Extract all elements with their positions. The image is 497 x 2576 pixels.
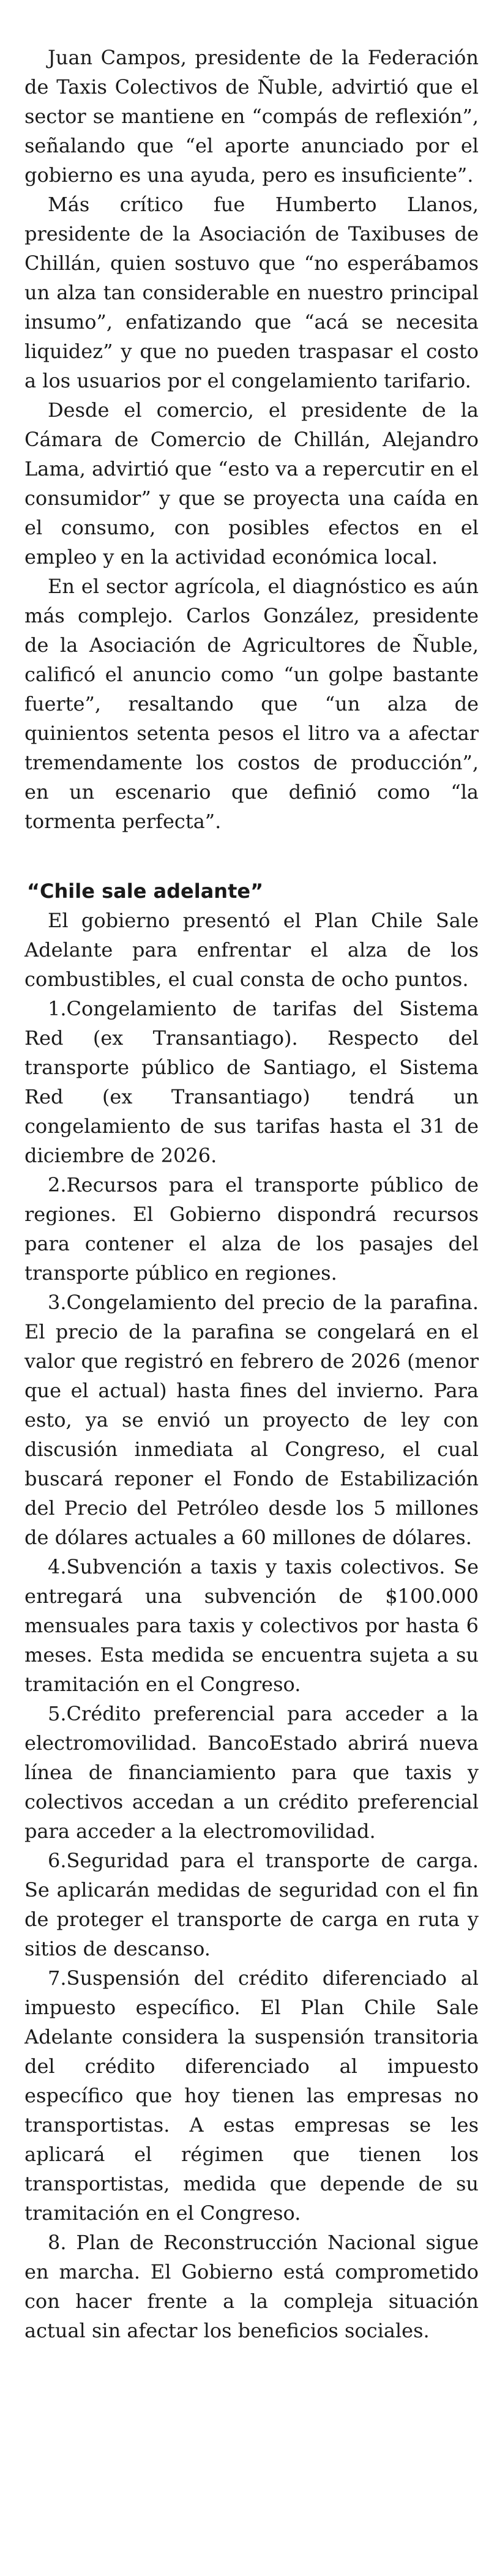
plan-intro-paragraph: El gobierno presentó el Plan Chile Sale Adelante para enfrentar el alza de los combustibles, el cual consta de ocho puntos. (24, 909, 479, 991)
plan-item-7: 7.Suspensión del crédito diferenciado al impuesto específico. El Plan Chile Sale Adelante considera la suspensión transitoria del crédito diferenciado al impuesto específico que hoy tienen las empresas no transportistas. A estas empresas se les aplicará el régimen que tienen los transportistas, medida que depende de su tramitación en el Congreso. (24, 1966, 479, 2225)
intro-paragraph-agricola: En el sector agrícola, el diagnóstico es aún más complejo. Carlos González, presidente de la Asociación de Agricultores de Ñuble, calificó el anuncio como “un golpe bastante fuerte”, resaltando que “un alza de quinientos setenta pesos el litro va a afectar tremendamente los costos de producción”, en un escenario que definió como “la tormenta perfecta”. (24, 575, 479, 833)
plan-item-4: 4.Subvención a taxis y taxis colectivos. Se entregará una subvención de $100.000 mensuales para taxis y colectivos por hasta 6 meses. Esta medida se encuentra sujeta a su tramitación en el Congreso. (24, 1555, 479, 1696)
plan-item-1: 1.Congelamiento de tarifas del Sistema Red (ex Transantiago). Respecto del transporte público de Santiago, el Sistema Red (ex Transantiago) tendrá un congelamiento de sus tarifas hasta el 31 de diciembre de 2026. (24, 997, 479, 1167)
intro-paragraph-federacion-taxis: Juan Campos, presidente de la Federación de Taxis Colectivos de Ñuble, advirtió que el sector se mantiene en “compás de reflexión”, señalando que “el aporte anunciado por el gobierno es una ayuda, pero es insuficiente”. (24, 46, 479, 187)
article-intro (24, 43, 479, 836)
plan-item-3: 3.Congelamiento del precio de la parafina. El precio de la parafina se congelará en el valor que registró en febrero de 2026 (menor que el actual) hasta fines del invierno. Para esto, ya se envió un proyecto de ley con discusión inmediata al Congreso, el cual buscará reponer el Fondo de Estabilización del Precio del Petróleo desde los 5 millones de dólares actuales a 60 millones de dólares. (24, 1291, 479, 1549)
plan-item-8: 8. Plan de Reconstrucción Nacional sigue en marcha. El Gobierno está comprometido con hacer frente a la compleja situación actual sin afectar los beneficios sociales. (24, 2231, 479, 2342)
intro-paragraph-comercio: Desde el comercio, el presidente de la Cámara de Comercio de Chillán, Alejandro Lama, advirtió que “esto va a repercutir en el consumidor” y que se proyecta una caída en el consumo, con posibles efectos en el empleo y en la actividad económica local. (24, 398, 479, 569)
plan-item-5: 5.Crédito preferencial para acceder a la electromovilidad. BancoEstado abrirá nueva línea de financiamiento para que taxis y colectivos accedan a un crédito preferencial para acceder a la electromovilidad. (24, 1702, 479, 1843)
section-heading: “Chile sale adelante” (27, 879, 264, 903)
intro-paragraph-taxibuses: Más crítico fue Humberto Llanos, presidente de la Asociación de Taxibuses de Chillán, quien sostuvo que “no esperábamos un alza tan considerable en nuestro principal insumo”, enfatizando que “acá se necesita liquidez” y que no pueden traspasar el costo a los usuarios por el congelamiento tarifario. (24, 193, 479, 392)
plan-item-6: 6.Seguridad para el transporte de carga. Se aplicarán medidas de seguridad con el fin de proteger el transporte de carga en ruta y sitios de descanso. (24, 1849, 479, 1960)
plan-section (24, 906, 479, 2345)
plan-item-2: 2.Recursos para el transporte público de regiones. El Gobierno dispondrá recursos para contener el alza de los pasajes del transporte público en regiones. (24, 1173, 479, 1285)
